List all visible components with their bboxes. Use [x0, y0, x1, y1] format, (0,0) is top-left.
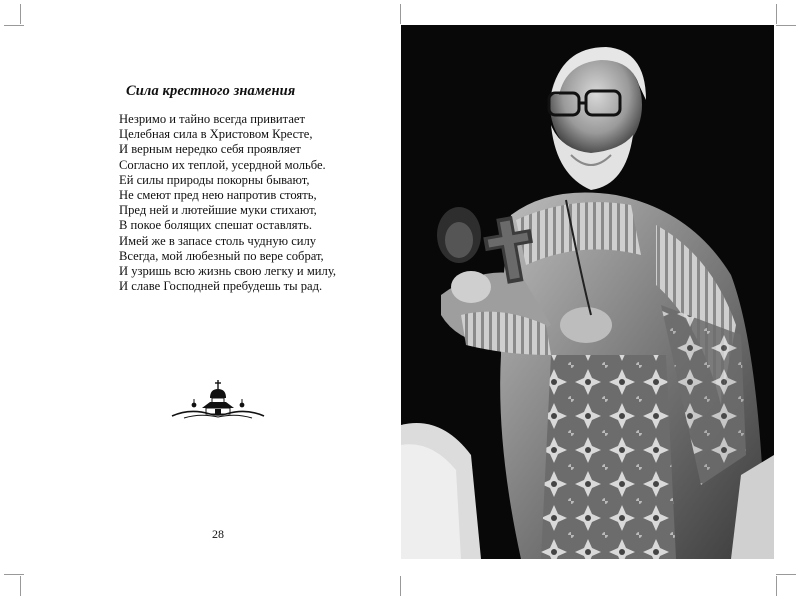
crop-mark [776, 4, 777, 24]
poem-line: Целебная сила в Христовом Кресте, [119, 127, 313, 142]
poem-line: Незримо и тайно всегда привитает [119, 112, 306, 126]
poem-line: Ей силы природы покорны бывают, [119, 172, 310, 187]
poem-line: Всегда, мой любезный по вере собрат, [119, 248, 324, 263]
church-ornament-icon [170, 378, 266, 422]
page-number: 28 [212, 527, 224, 541]
poem-title: Сила крестного знамения [126, 83, 296, 99]
crop-mark [400, 576, 401, 596]
poem-line: Согласно их теплой, усердной мольбе. [119, 157, 326, 172]
poem-line: И верным нередко себя проявляет [119, 142, 301, 157]
poem-line: В покое болящих спешат оставлять. [119, 218, 312, 233]
poem-line: И узришь всю жизнь свою легку и милу, [119, 264, 337, 279]
crop-mark [776, 25, 796, 26]
poem-line: Не смеют пред нею напротив стоять, [119, 188, 317, 203]
priest-blessing-with-cross-photo [401, 25, 774, 559]
crop-mark [776, 576, 777, 596]
poem-line: И славе Господней пребудешь ты рад. [119, 279, 323, 294]
crop-mark [776, 574, 796, 575]
poem-text [119, 112, 389, 294]
poem-line: Пред ней и лютейшие муки стихают, [119, 203, 317, 218]
crop-mark [400, 4, 401, 24]
poem-line: Имей же в запасе столь чудную силу [119, 233, 317, 248]
